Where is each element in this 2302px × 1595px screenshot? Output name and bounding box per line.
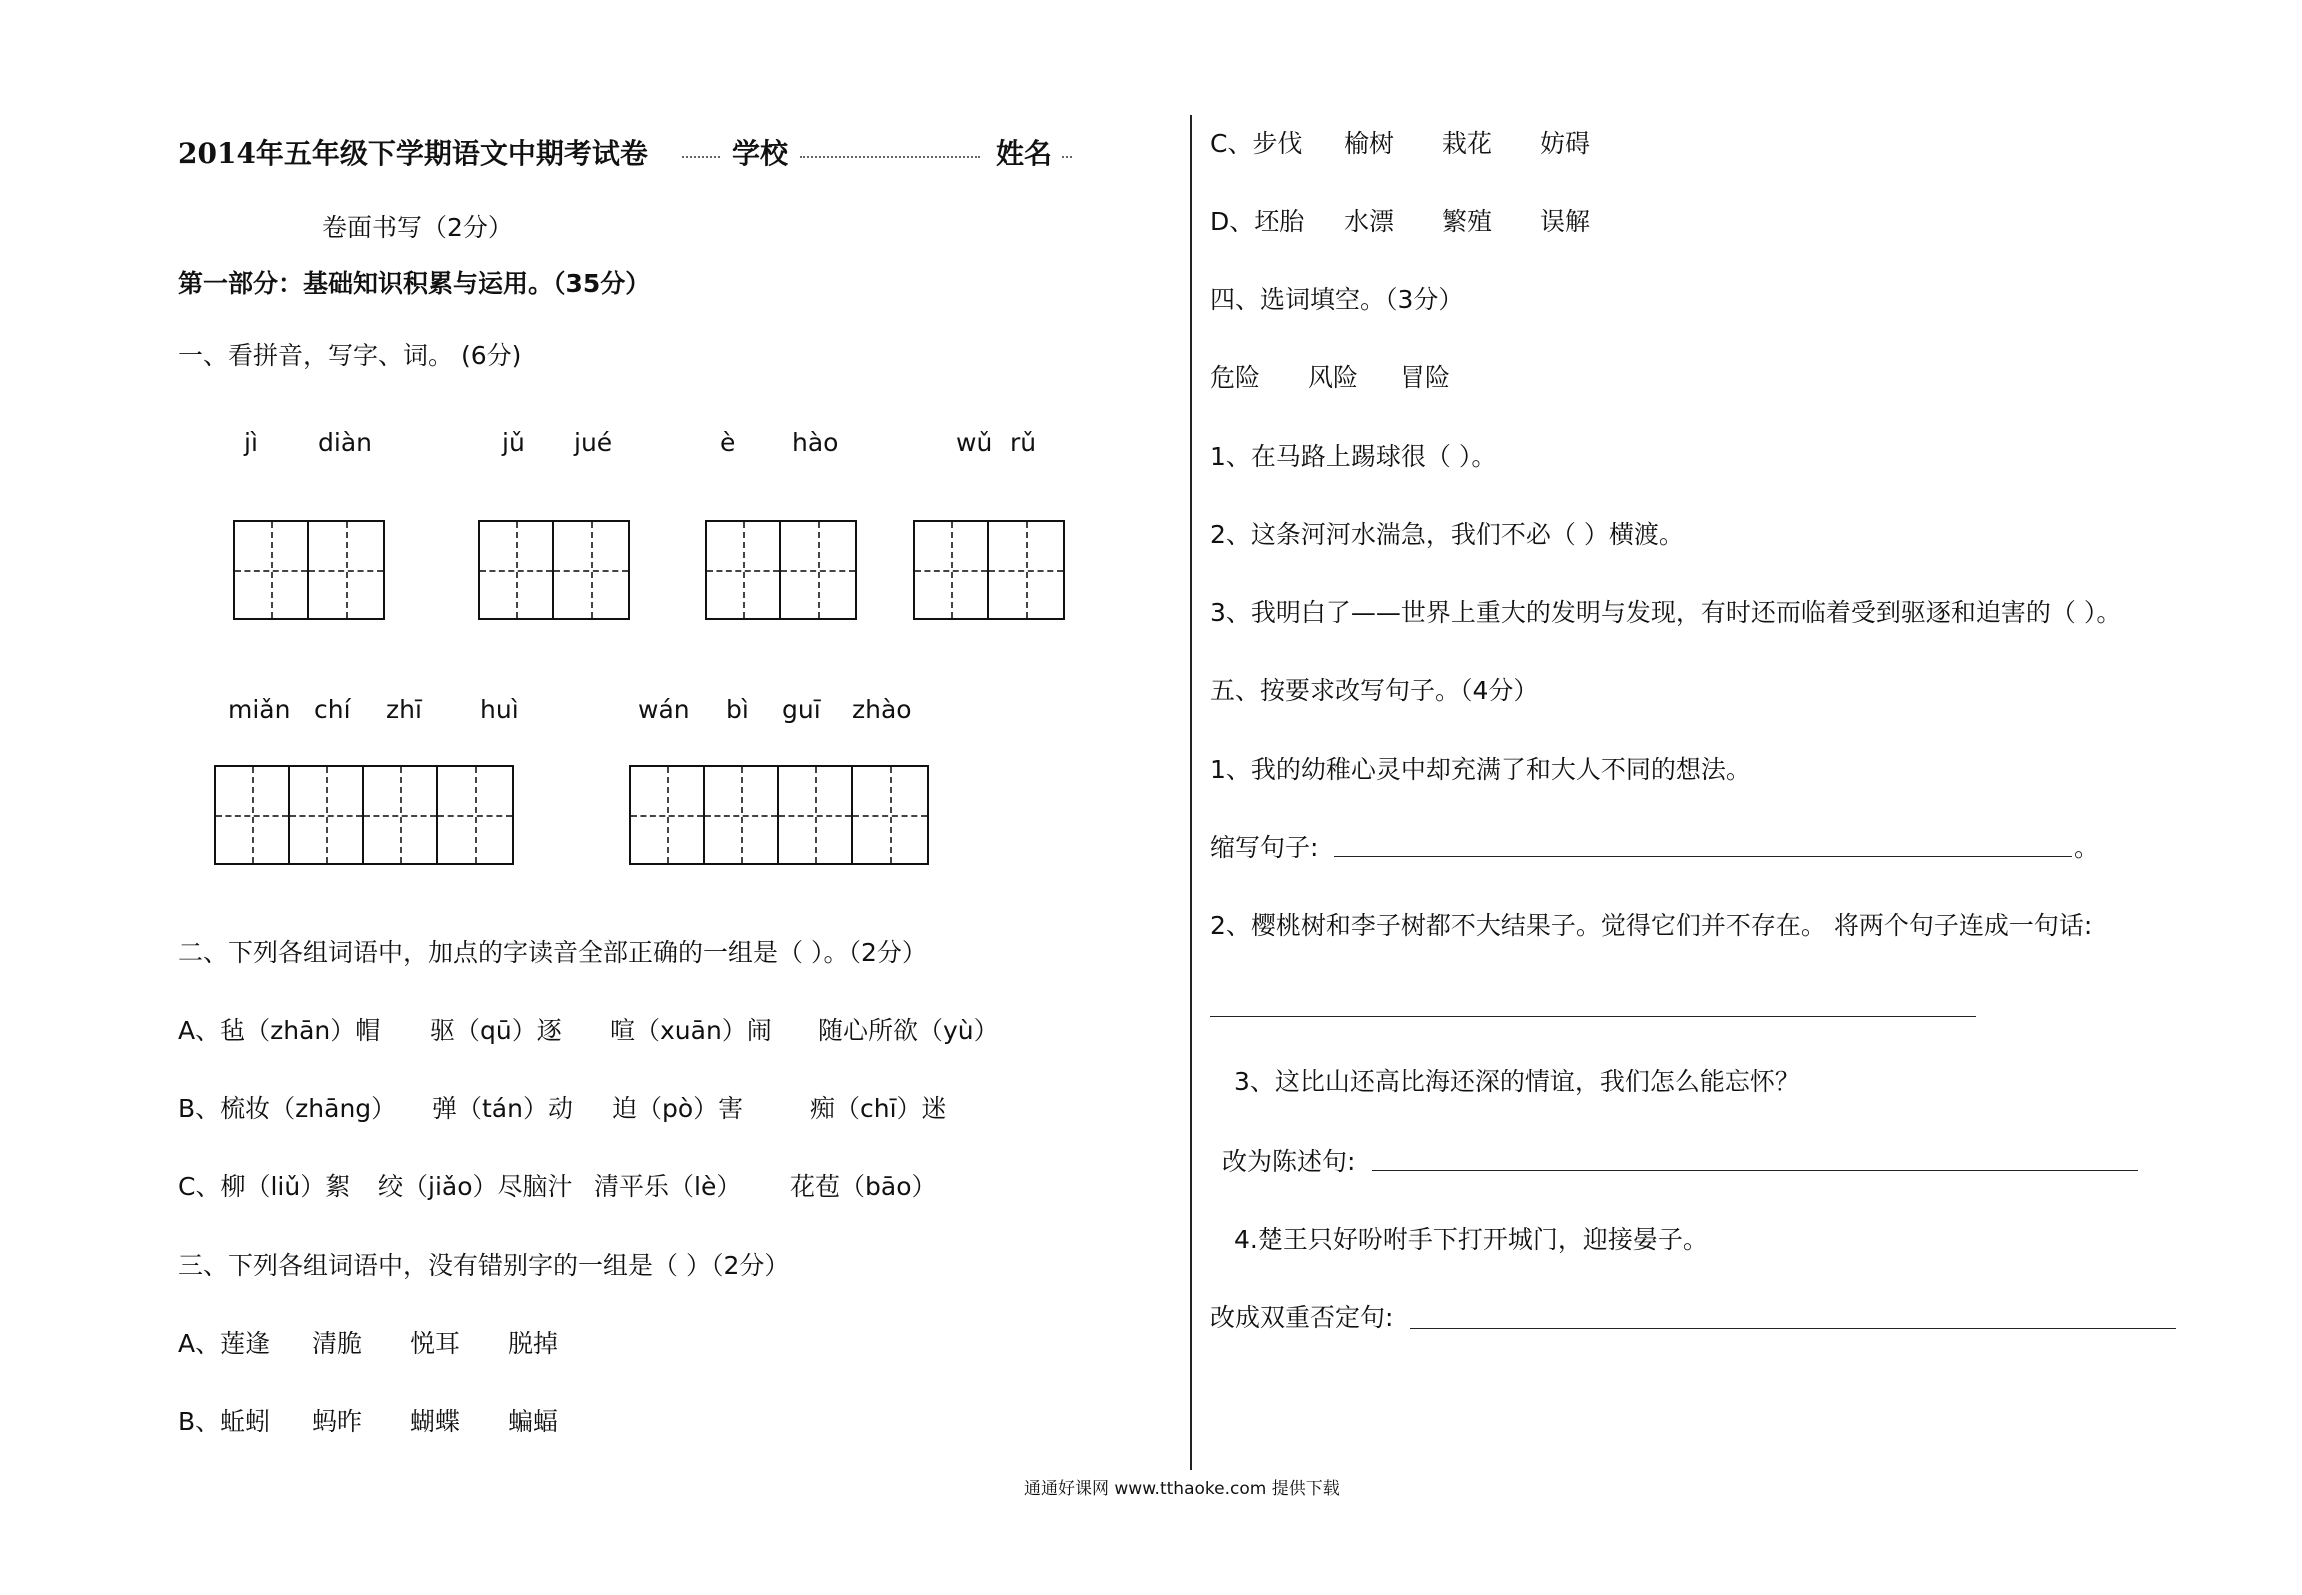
q4-word-3: 冒险: [1400, 363, 1451, 392]
q4-word-1: 危险: [1210, 363, 1261, 392]
q3-option-c-4: 妨碍: [1540, 129, 1591, 158]
q2-option-a-2: 驱（qū）逐: [430, 1016, 562, 1045]
grid-cell[interactable]: [554, 522, 628, 618]
writing-grid-mianchi[interactable]: [214, 765, 514, 865]
q3-option-b-4: 蝙蝠: [508, 1407, 559, 1436]
pinyin: zhī: [386, 695, 422, 724]
pinyin: è: [720, 428, 736, 457]
q5-4-label: 改成双重否定句:: [1210, 1303, 1394, 1332]
grid-cell[interactable]: [989, 522, 1063, 618]
q5-1-label: 缩写句子:: [1210, 833, 1319, 862]
pinyin: huì: [480, 695, 519, 724]
q2-option-b-2: 弹（tán）动: [432, 1094, 573, 1123]
writing-grid-ehao[interactable]: [705, 520, 857, 620]
question-4: 四、选词填空。（3分）: [1210, 285, 1464, 314]
grid-cell[interactable]: [290, 767, 364, 863]
q2-option-c-3: 清平乐（lè）: [594, 1172, 742, 1201]
grid-cell[interactable]: [631, 767, 705, 863]
exam-title: 2014年五年级下学期语文中期考试卷: [178, 137, 648, 170]
q3-option-a-3: 悦耳: [410, 1329, 461, 1358]
writing-grid-jujue[interactable]: [478, 520, 630, 620]
writing-grid-wuru[interactable]: [913, 520, 1065, 620]
q2-option-a-1: A、毡（zhān）帽: [178, 1016, 381, 1045]
footer-credit: 通通好课网 www.tthaoke.com 提供下载: [1024, 1479, 1340, 1499]
q2-option-b-1: B、梳妆（zhāng）: [178, 1094, 397, 1123]
q5-sentence-1: 1、我的幼稚心灵中却充满了和大人不同的想法。: [1210, 755, 1751, 784]
q5-sentence-2: 2、樱桃树和李子树都不大结果子。觉得它们并不存在。 将两个句子连成一句话:: [1210, 911, 2093, 940]
q4-sentence-2: 2、这条河河水湍急，我们不必（ ）横渡。: [1210, 520, 1684, 549]
q2-option-c-1: C、柳（liǔ）絮: [178, 1172, 351, 1201]
q3-option-d-2: 水漂: [1344, 207, 1395, 236]
pinyin: jì: [244, 428, 258, 457]
question-1: 一、看拼音，写字、词。 (6分): [178, 341, 522, 370]
grid-cell[interactable]: [779, 767, 853, 863]
q3-option-b-2: 蚂昨: [312, 1407, 363, 1436]
q3-option-d-3: 繁殖: [1442, 207, 1493, 236]
grid-cell[interactable]: [707, 522, 781, 618]
school-dots-leading: [682, 152, 720, 158]
q5-3-answer-line[interactable]: [1372, 1170, 2138, 1171]
q3-option-c-1: C、步伐: [1210, 129, 1303, 158]
question-3: 三、下列各组词语中，没有错别字的一组是（ ）（2分）: [178, 1251, 790, 1280]
q2-option-a-3: 喧（xuān）闹: [610, 1016, 772, 1045]
q5-1-period: 。: [2074, 833, 2100, 862]
grid-cell[interactable]: [438, 767, 512, 863]
column-divider: [1190, 115, 1192, 1470]
q5-4-answer-line[interactable]: [1410, 1328, 2176, 1329]
question-5: 五、按要求改写句子。（4分）: [1210, 676, 1539, 705]
writing-grid-jidian[interactable]: [233, 520, 385, 620]
q3-option-c-2: 榆树: [1344, 129, 1395, 158]
school-label: 学校: [732, 137, 789, 170]
q5-2-answer-line[interactable]: [1210, 1016, 1976, 1017]
pinyin: guī: [782, 695, 821, 724]
pinyin: diàn: [318, 428, 372, 457]
q2-option-c-4: 花苞（bāo）: [790, 1172, 937, 1201]
part1-heading: 第一部分：基础知识积累与运用。（35分）: [178, 269, 651, 298]
q2-option-c-2: 绞（jiǎo）尽脑汁: [378, 1172, 573, 1201]
handwriting-score: 卷面书写（2分）: [322, 213, 513, 242]
pinyin: zhào: [852, 695, 912, 724]
q4-sentence-1: 1、在马路上踢球很（ ）。: [1210, 442, 1497, 471]
grid-cell[interactable]: [235, 522, 309, 618]
question-2: 二、下列各组词语中，加点的字读音全部正确的一组是（ ）。（2分）: [178, 938, 927, 967]
q2-option-b-3: 迫（pò）害: [612, 1094, 744, 1123]
q4-word-2: 风险: [1308, 363, 1359, 392]
grid-cell[interactable]: [853, 767, 927, 863]
pinyin: rǔ: [1010, 428, 1037, 457]
q2-option-b-4: 痴（chī）迷: [810, 1094, 947, 1123]
name-label: 姓名: [996, 137, 1053, 170]
pinyin: jué: [574, 428, 613, 457]
q5-sentence-3: 3、这比山还高比海还深的情谊，我们怎么能忘怀？: [1234, 1067, 1800, 1096]
grid-cell[interactable]: [781, 522, 855, 618]
pinyin: chí: [314, 695, 351, 724]
pinyin: miǎn: [228, 695, 291, 724]
q5-1-answer-line[interactable]: [1334, 856, 2072, 857]
q3-option-a-2: 清脆: [312, 1329, 363, 1358]
q3-option-c-3: 栽花: [1442, 129, 1493, 158]
grid-cell[interactable]: [216, 767, 290, 863]
grid-cell[interactable]: [364, 767, 438, 863]
grid-cell[interactable]: [309, 522, 383, 618]
grid-cell[interactable]: [705, 767, 779, 863]
q5-3-label: 改为陈述句:: [1222, 1147, 1356, 1176]
q3-option-d-1: D、坯胎: [1210, 207, 1305, 236]
grid-cell[interactable]: [480, 522, 554, 618]
q3-option-a-4: 脱掉: [508, 1329, 559, 1358]
pinyin: bì: [726, 695, 749, 724]
school-blank[interactable]: [800, 152, 980, 158]
q3-option-b-1: B、蚯蚓: [178, 1407, 271, 1436]
writing-grid-wanbi[interactable]: [629, 765, 929, 865]
q3-option-a-1: A、莲逢: [178, 1329, 271, 1358]
q2-option-a-4: 随心所欲（yù）: [818, 1016, 999, 1045]
pinyin: hào: [792, 428, 839, 457]
grid-cell[interactable]: [915, 522, 989, 618]
pinyin: wǔ: [956, 428, 993, 457]
pinyin: wán: [638, 695, 690, 724]
q5-sentence-4: 4.楚王只好吩咐手下打开城门，迎接晏子。: [1234, 1225, 1708, 1254]
q3-option-b-3: 蝴蝶: [410, 1407, 461, 1436]
name-blank[interactable]: [1062, 152, 1072, 158]
pinyin: jǔ: [502, 428, 525, 457]
q4-sentence-3: 3、我明白了——世界上重大的发明与发现，有时还而临着受到驱逐和迫害的（ ）。: [1210, 598, 2122, 627]
q3-option-d-4: 误解: [1540, 207, 1591, 236]
